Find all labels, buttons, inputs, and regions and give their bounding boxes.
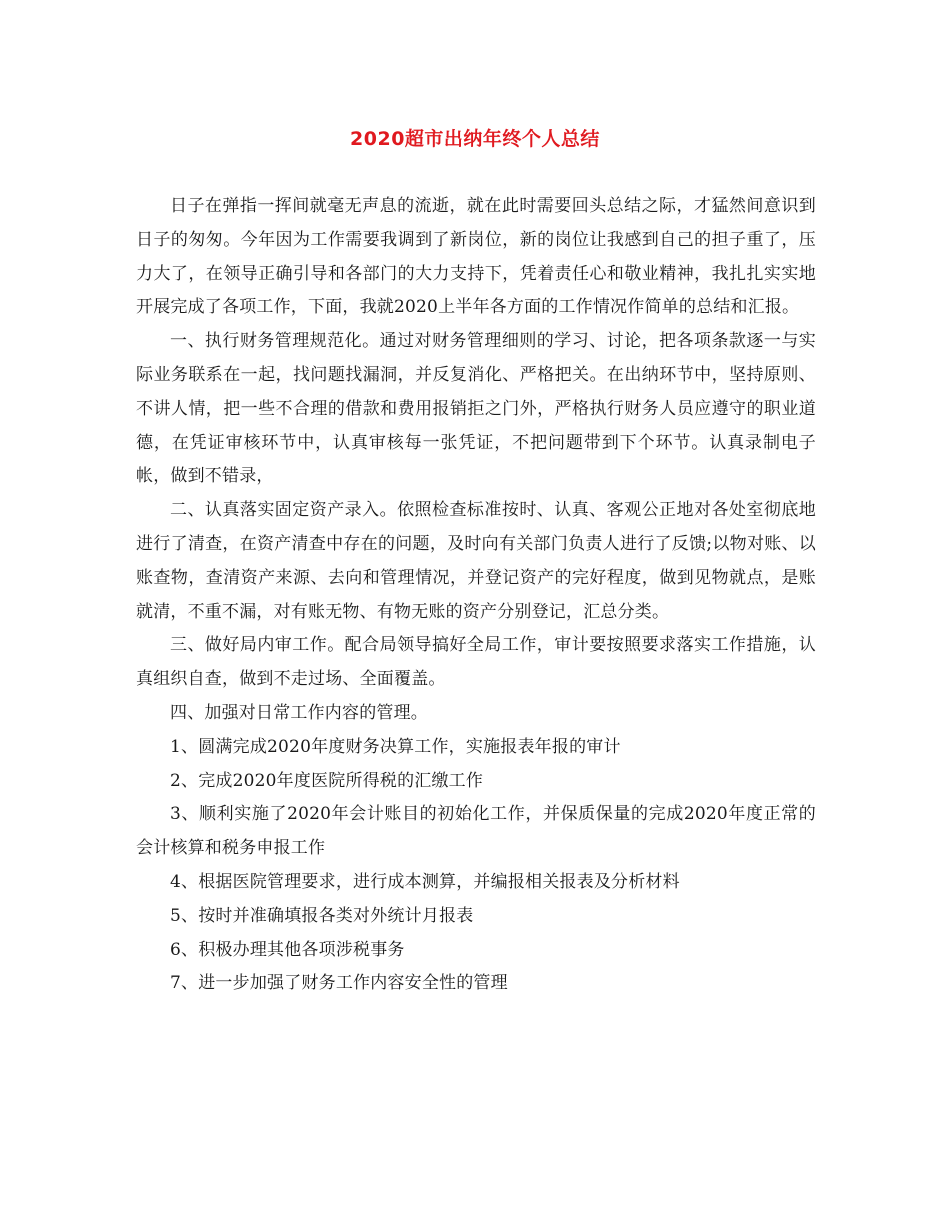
list-item-2: 2、完成2020年度医院所得税的汇缴工作	[170, 770, 484, 791]
list-item-5: 5、按时并准确填报各类对外统计月报表	[170, 905, 474, 926]
paragraph-section-4: 四、加强对日常工作内容的管理。	[170, 702, 428, 723]
paragraph-section-1: 一、执行财务管理规范化。通过对财务管理细则的学习、讨论，把各项条款逐一与实际业务联系在一起，找问题找漏洞，并反复消化、严格把关。在出纳环节中，坚持原则、不讲人情，把一些不合理的借款和费用报销拒之门外，严格执行财务人员应遵守的职业道德，在凭证审核环节中，认真审核每一张凭证，不把问题带到下个环节。认真录制电子帐，做到不错录，	[136, 331, 816, 487]
list-item-7: 7、进一步加强了财务工作内容安全性的管理	[170, 973, 508, 994]
list-item-6: 6、积极办理其他各项涉税事务	[170, 939, 405, 960]
paragraph-section-2: 二、认真落实固定资产录入。依照检查标准按时、认真、客观公正地对各处室彻底地进行了清查，在资产清查中存在的问题，及时向有关部门负责人进行了反馈;以物对账、以账查物，查清资产来源、去向和管理情况，并登记资产的完好程度，做到见物就点，是账就清，不重不漏，对有账无物、有物无账的资产分别登记，汇总分类。	[136, 500, 816, 622]
list-item-4: 4、根据医院管理要求，进行成本测算，并编报相关报表及分析材料	[170, 871, 680, 892]
paragraph-section-3: 三、做好局内审工作。配合局领导搞好全局工作，审计要按照要求落实工作措施，认真组织自查，做到不走过场、全面覆盖。	[136, 635, 816, 690]
list-item-3: 3、顺利实施了2020年会计账目的初始化工作，并保质保量的完成2020年度正常的会计核算和税务申报工作	[136, 804, 816, 859]
document-body	[136, 190, 816, 1001]
document-title: 2020超市出纳年终个人总结	[350, 128, 600, 150]
list-item-1: 1、圆满完成2020年度财务决算工作，实施报表年报的审计	[170, 736, 621, 757]
paragraph-intro: 日子在弹指一挥间就毫无声息的流逝，就在此时需要回头总结之际，才猛然间意识到日子的匆匆。今年因为工作需要我调到了新岗位，新的岗位让我感到自己的担子重了，压力大了，在领导正确引导和各部门的大力支持下，凭着责任心和敬业精神，我扎扎实实地开展完成了各项工作，下面，我就2020上半年各方面的工作情况作简单的总结和汇报。	[136, 196, 816, 318]
